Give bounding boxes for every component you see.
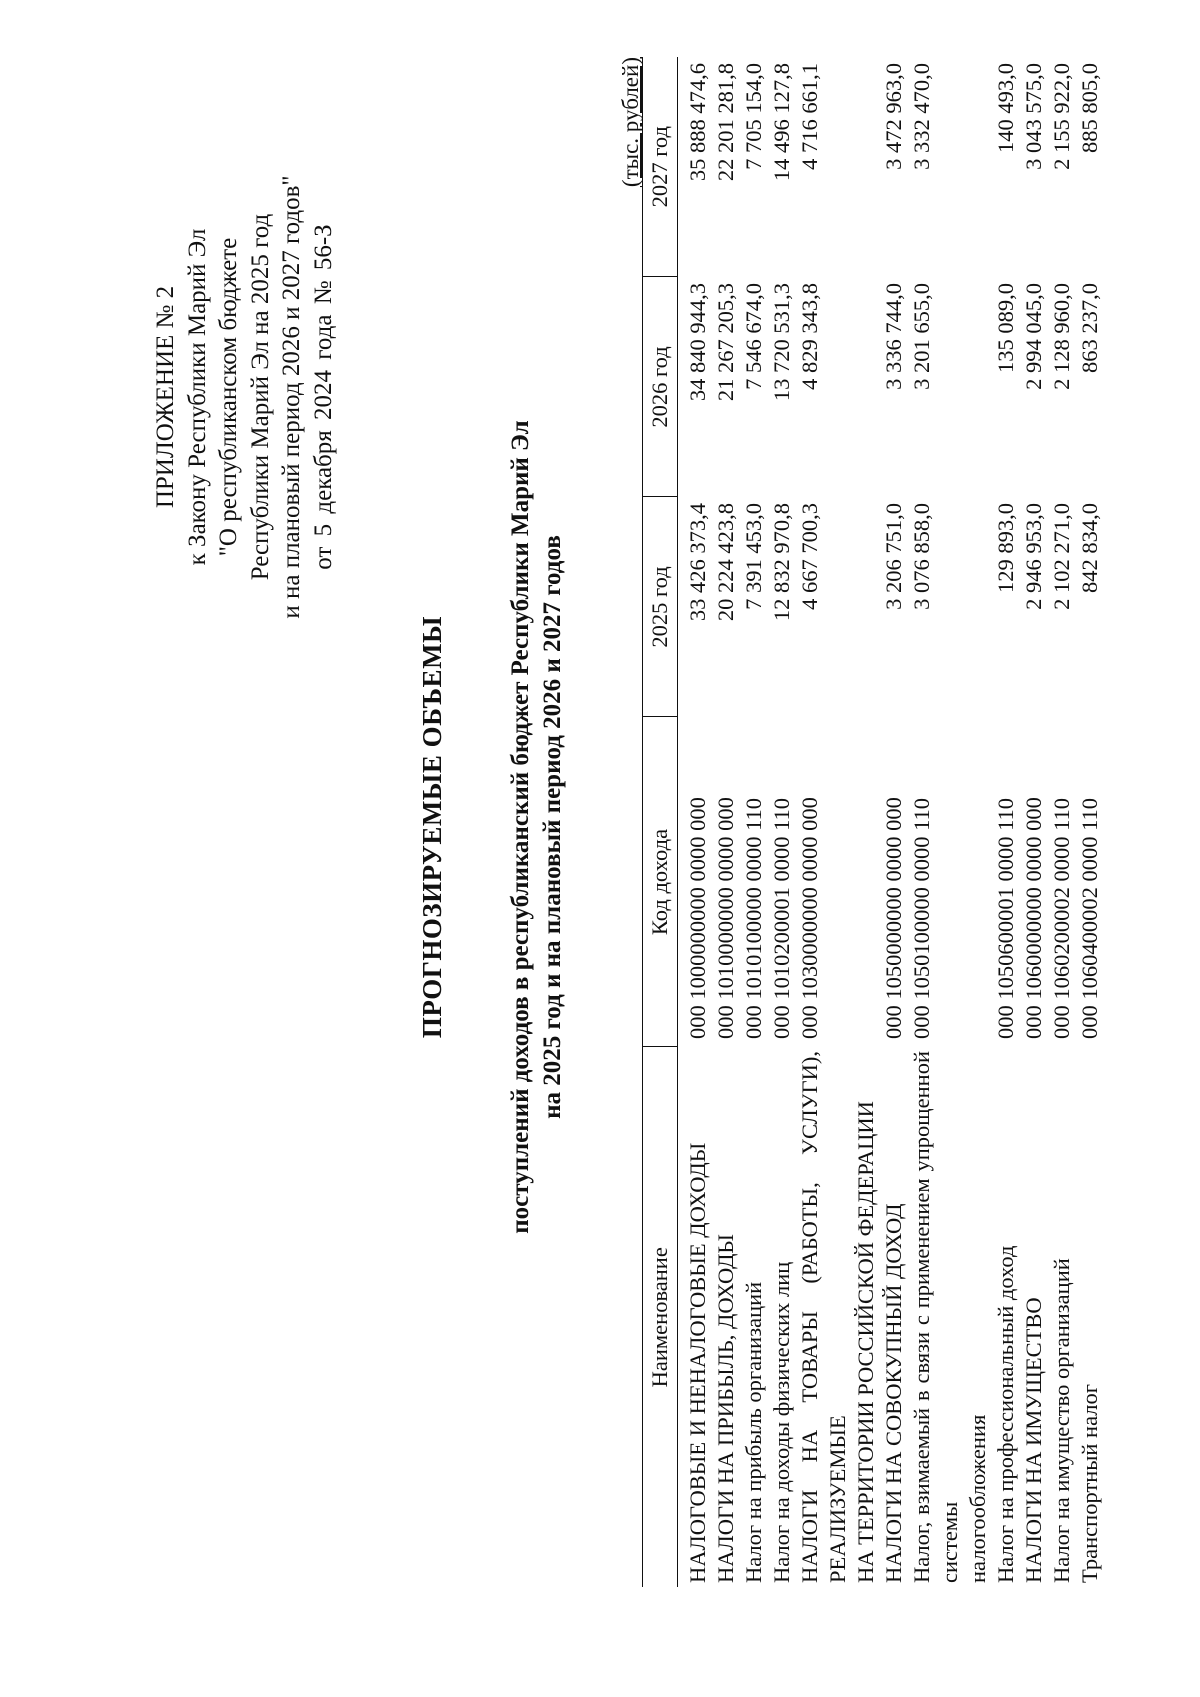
row-value-2027: 140 493,0 [993,63,1018,153]
document-subtitle-2: на 2025 год и на плановый период 2026 и 2027 годов [538,535,566,1119]
title-block [415,117,568,1537]
units-note [618,57,643,237]
row-value-2026: 2 994 045,0 [1021,283,1046,390]
row-value-2027: 7 705 154,0 [741,63,766,170]
row-value-2025: 4 667 700,3 [797,503,822,610]
column-header-2026: 2026 год [643,277,678,497]
table-row [740,57,768,1587]
row-value-2026: 3 201 655,0 [909,283,934,390]
row-value-2025: 842 834,0 [1077,503,1102,593]
row-name [908,1047,992,1587]
row-value-2027: 35 888 474,6 [685,63,710,182]
row-value-2027: 2 155 922,0 [1049,63,1074,170]
table-row [768,57,796,1587]
column-header-2027: 2027 год [643,57,678,277]
row-value-2025: 3 076 858,0 [909,503,934,610]
row-value-2027: 3 043 575,0 [1021,63,1046,170]
header-line-3: "О республиканском бюджете [215,237,242,557]
row-code: 000 1060000000 0000 000 [1021,797,1046,1039]
row-name: Налог на имущество организаций [1049,1258,1074,1583]
row-code: 000 1050000000 0000 000 [881,797,906,1039]
table-row [992,57,1020,1587]
row-name: НАЛОГОВЫЕ И НЕНАЛОГОВЫЕ ДОХОДЫ [685,1142,710,1583]
row-value-2025: 3 206 751,0 [881,503,906,610]
table-row [1020,57,1048,1587]
row-value-2027: 4 716 661,1 [797,63,822,170]
row-value-2026: 863 237,0 [1077,283,1102,373]
document-subtitle-1: поступлений доходов в республиканский бюджет Республики Марий Эл [507,420,534,1234]
document-title: ПРОГНОЗИРУЕМЫЕ ОБЪЕМЫ [417,615,447,1039]
column-header-2025: 2025 год [643,497,678,717]
row-value-2026: 4 829 343,8 [797,283,822,390]
table-row [880,57,908,1587]
income-table [642,57,1104,1587]
header-line-1: ПРИЛОЖЕНИЕ № 2 [152,285,179,509]
row-name: Налог на доходы физических лиц [769,1261,794,1583]
table-row [1048,57,1076,1587]
row-name: Транспортный налог [1077,1384,1102,1583]
row-value-2027: 3 332 470,0 [909,63,934,170]
row-code: 000 1060400002 0000 110 [1077,797,1102,1039]
row-value-2027: 885 805,0 [1077,63,1102,153]
row-code: 000 1010100000 0000 110 [741,797,766,1039]
units-label: (тыс. рублей) [618,57,643,188]
appendix-header [150,117,339,677]
header-line-2: к Закону Республики Марий Эл [183,228,211,566]
column-header-code: Код дохода [643,717,678,1047]
row-value-2026: 13 720 531,3 [769,283,794,402]
row-value-2026: 21 267 205,3 [713,283,738,402]
table-header-row [643,57,678,1587]
table-row [1076,57,1104,1587]
row-code: 000 1050100000 0000 110 [909,797,934,1039]
row-value-2026: 7 546 674,0 [741,283,766,390]
row-code: 000 1010000000 0000 000 [713,797,738,1039]
row-name-line-2: налогообложения [965,1414,990,1583]
table-row [796,57,880,1587]
column-header-name: Наименование [643,1047,678,1587]
row-code: 000 1060200002 0000 110 [1049,797,1074,1039]
row-value-2026: 2 128 960,0 [1049,283,1074,390]
header-line-6: от 5 декабря 2024 года № 56-З [309,224,337,570]
row-value-2026: 135 089,0 [993,283,1018,373]
row-code: 000 1050600001 0000 110 [993,797,1018,1039]
row-value-2025: 33 426 373,4 [685,503,710,622]
row-name: Налог на профессиональный доход [993,1245,1018,1583]
table-row [678,57,713,1587]
table-row [712,57,740,1587]
row-value-2027: 22 201 281,8 [713,63,738,182]
header-line-4: Республики Марий Эл на 2025 год [246,213,274,581]
row-code: 000 1000000000 0000 000 [685,797,710,1039]
row-value-2025: 2 946 953,0 [1021,503,1046,610]
row-value-2027: 14 496 127,8 [769,63,794,182]
row-value-2025: 20 224 423,8 [713,503,738,622]
row-value-2026: 34 840 944,3 [685,283,710,402]
row-name: НАЛОГИ НА СОВОКУПНЫЙ ДОХОД [881,1203,906,1583]
row-name-line-2: НА ТЕРРИТОРИИ РОССИЙСКОЙ ФЕДЕРАЦИИ [853,1101,878,1583]
row-name: Налог на прибыль организаций [741,1281,766,1583]
row-value-2025: 129 893,0 [993,503,1018,593]
row-name-line-1: НАЛОГИ НА ТОВАРЫ (РАБОТЫ, УСЛУГИ), РЕАЛИЗУЕМЫЕ [797,1051,850,1583]
row-name: НАЛОГИ НА ПРИБЫЛЬ, ДОХОДЫ [713,1233,738,1583]
row-name: НАЛОГИ НА ИМУЩЕСТВО [1021,1297,1046,1583]
row-value-2027: 3 472 963,0 [881,63,906,170]
row-value-2025: 2 102 271,0 [1049,503,1074,610]
header-line-5: и на плановый период 2026 и 2027 годов" [278,175,305,619]
row-value-2026: 3 336 744,0 [881,283,906,390]
row-code: 000 1030000000 0000 000 [797,797,822,1039]
row-name-line-1: Налог, взимаемый в связи с применением упрощенной системы [909,1051,962,1583]
row-value-2025: 12 832 970,8 [769,503,794,622]
row-name [796,1047,880,1587]
row-value-2025: 7 391 453,0 [741,503,766,610]
row-code: 000 1010200001 0000 110 [769,797,794,1039]
table-row [908,57,992,1587]
